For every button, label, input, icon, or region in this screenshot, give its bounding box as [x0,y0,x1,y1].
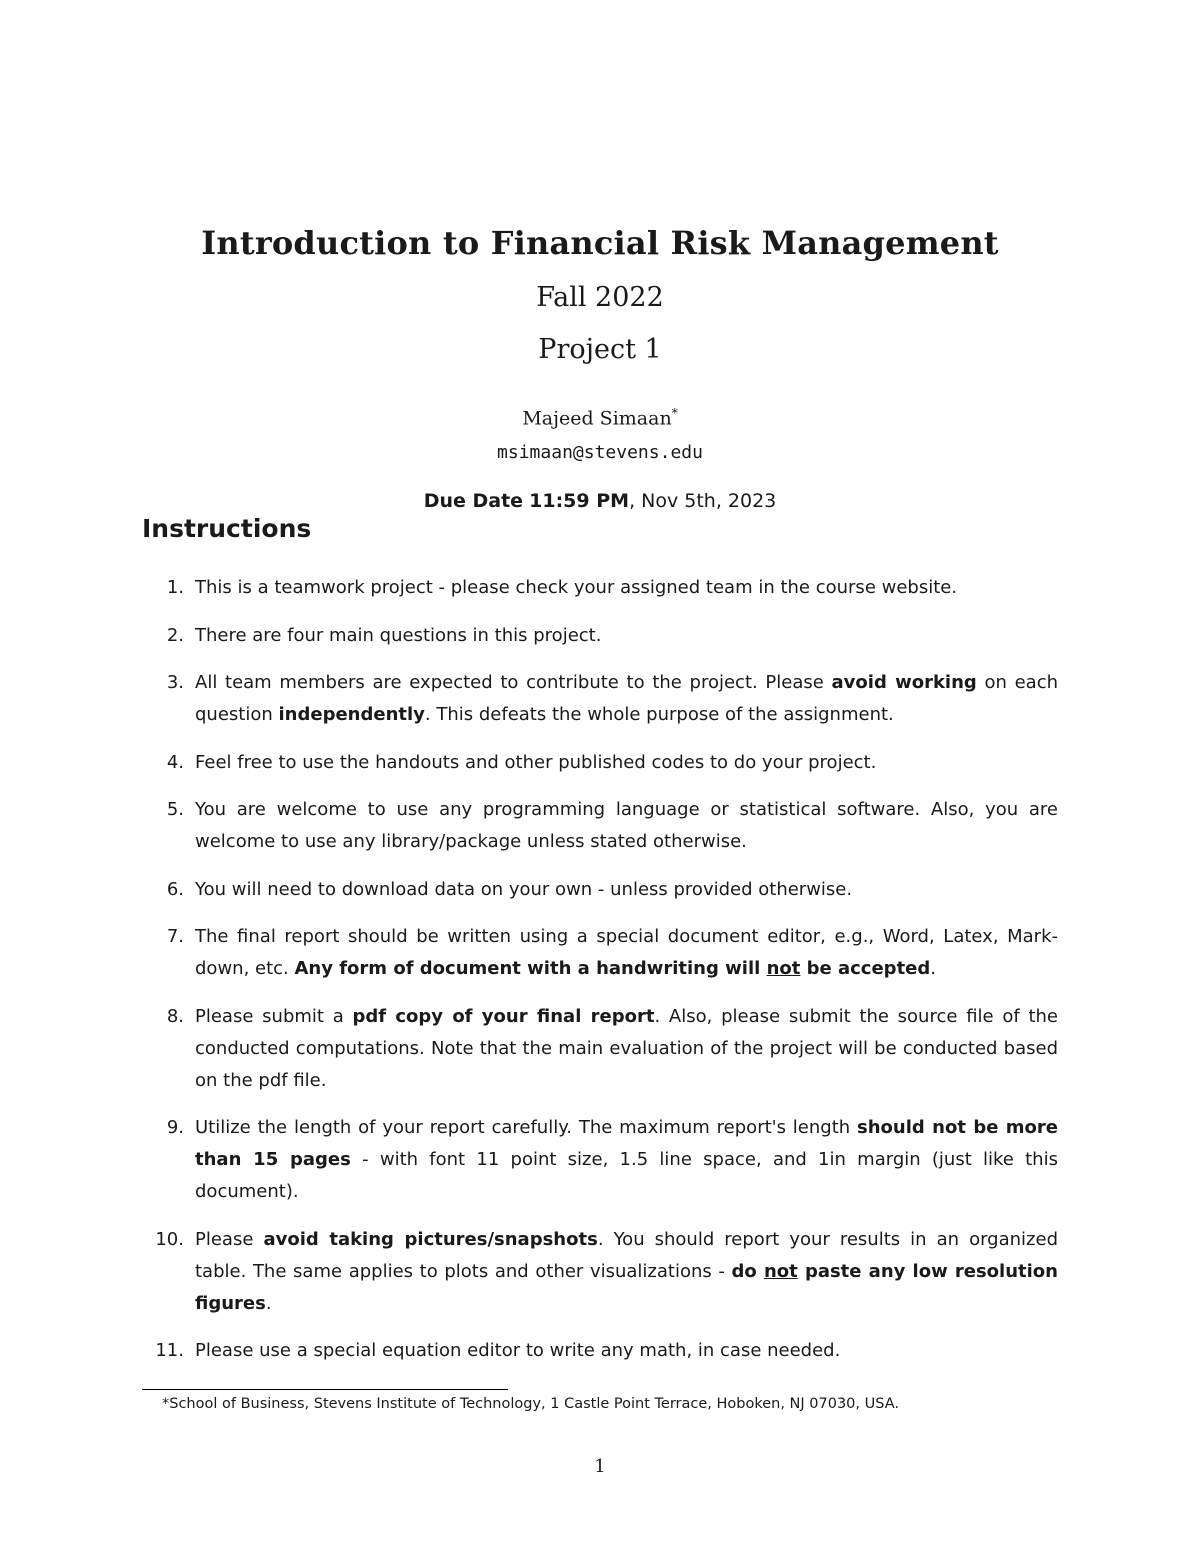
instructions-list [142,572,1058,1383]
instruction-text: . [930,958,936,979]
document-title: Introduction to Financial Risk Management [201,224,999,262]
instruction-number: 1. [166,577,184,598]
instruction-item [142,667,1058,731]
instruction-text: not [763,1260,798,1282]
instruction-text: avoid working [831,672,977,693]
instruction-text: Please [195,1228,264,1250]
instruction-number: 2. [166,624,184,646]
instruction-number: 8. [166,1005,184,1027]
instruction-item [142,794,1058,858]
term-subtitle: Fall 2022 [536,282,664,313]
author-email: msimaan@stevens.edu [497,442,703,463]
instruction-text: be accepted [800,958,931,979]
instruction-text: avoid taking pictures/snapshots [263,1228,598,1250]
instruction-text: paste any low resolution figures [195,1260,1058,1314]
instruction-number: 6. [166,878,184,900]
instruction-text: Feel free to use the handouts and other published codes to do your project. [195,751,877,773]
instruction-text: All team members are expected to contribute to the project. Please [195,672,832,693]
author-line [0,406,1200,429]
instruction-text: . Also, please submit the source file of the conducted computations. Note that the main evaluation of the project will be conducted based on the pdf file. [195,1005,1058,1091]
footnote-rule [142,1389,508,1390]
instruction-number: 4. [166,751,184,773]
instruction-text: on each question [195,672,1058,725]
due-date: , Nov 5th, 2023 [629,490,777,512]
footnote: *School of Business, Stevens Institute of Technology, 1 Castle Point Terrace, Hoboken, NJ 07030, USA. [162,1396,899,1412]
instruction-text: Any form of document with a handwriting will [294,958,767,979]
instruction-text: You will need to download data on your own - unless provided otherwise. [195,878,853,900]
instruction-text: This is a teamwork project - please check your assigned team in the course website. [195,577,958,598]
instruction-number: 9. [166,1117,184,1138]
instruction-text: Please submit a [195,1005,353,1027]
page-number: 1 [594,1456,606,1477]
instruction-number: 3. [166,672,184,693]
due-date-line [0,490,1200,512]
instruction-text: . [265,1292,272,1314]
due-date-label: Due Date [423,490,524,512]
instruction-item [142,874,1058,906]
instruction-text: - with font 11 point size, 1.5 line space, and 1in margin (just like this document). [195,1149,1058,1202]
section-heading-instructions: Instructions [142,514,312,543]
instruction-text: independently [278,704,425,725]
instruction-number: 10. [155,1228,184,1250]
instruction-item [142,620,1058,652]
instruction-number: 7. [166,926,184,947]
author-name: Majeed Simaan [522,407,672,430]
instruction-item [142,747,1058,779]
instruction-text: There are four main questions in this project. [195,624,602,646]
instruction-number: 5. [166,799,184,820]
author-footnote-mark: * [671,406,678,420]
instruction-text: You are welcome to use any programming language or statistical software. Also, you are welcome to use any library/package unless stated otherwise. [195,799,1058,852]
instruction-item [142,572,1058,604]
instruction-number: 11. [155,1340,184,1361]
instruction-text: . This defeats the whole purpose of the assignment. [424,704,894,725]
instruction-text: do [731,1260,764,1282]
due-time: 11:59 PM [529,490,630,512]
instruction-text: Utilize the length of your report carefully. The maximum report's length [195,1117,858,1138]
instruction-text: not [766,958,801,979]
instruction-text: . You should report your results in an organized table. The same applies to plots and other visualizations - [195,1228,1058,1282]
instruction-item [142,921,1058,985]
instruction-text: Please use a special equation editor to write any math, in case needed. [195,1340,841,1361]
instruction-text: The final report should be written using a special document editor, e.g., Word, Latex, Mark-down, etc. [195,926,1058,979]
instruction-item [142,1224,1058,1320]
instruction-item [142,1335,1058,1367]
project-subtitle: Project 1 [538,334,662,365]
instruction-text: pdf copy of your final report [352,1005,655,1027]
instruction-item [142,1112,1058,1208]
instruction-item [142,1001,1058,1097]
instruction-text: should not be more than 15 pages [195,1117,1058,1170]
